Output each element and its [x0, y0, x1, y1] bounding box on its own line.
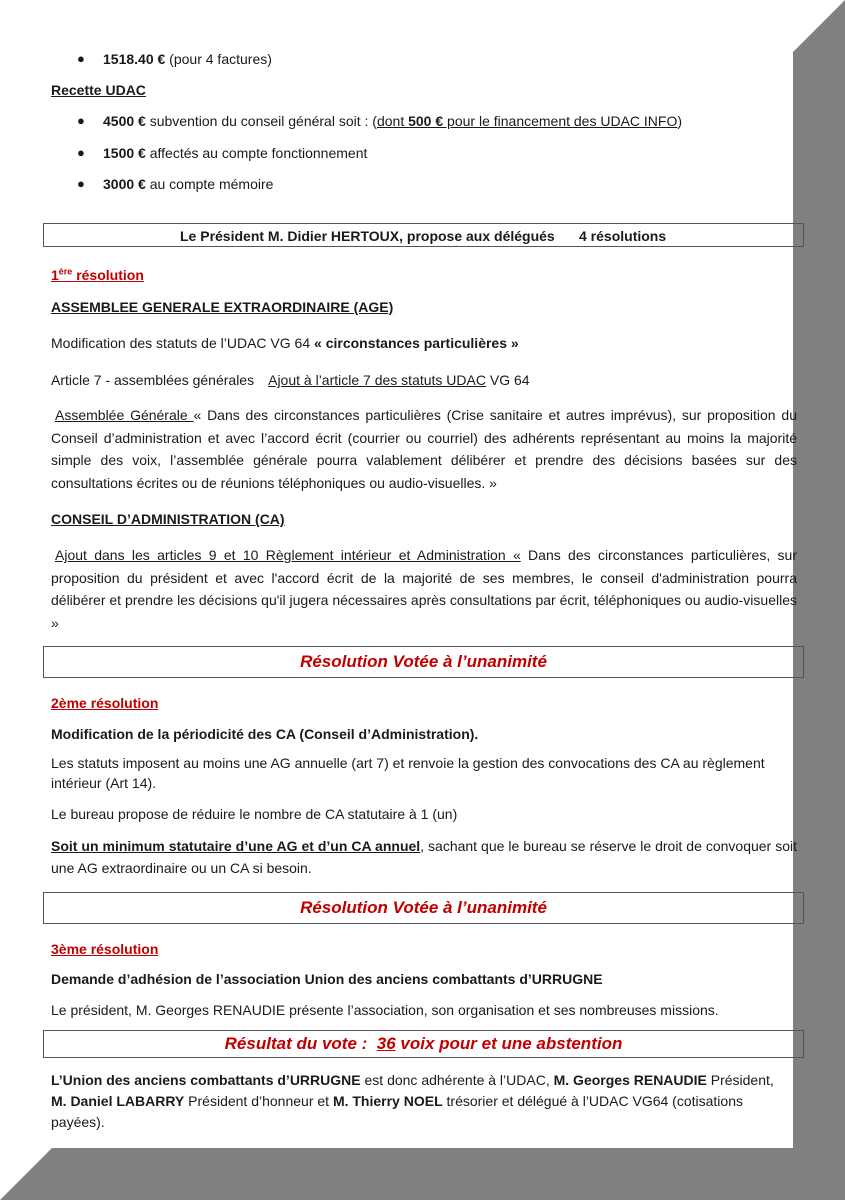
res1-vote-banner: Résolution Votée à l’unanimité	[43, 646, 804, 678]
list-item: 1518.40 € (pour 4 factures)	[103, 51, 272, 67]
bullet-dot: ●	[77, 176, 85, 191]
page-shadow-right	[793, 0, 845, 1200]
res1-title: 1ère résolution	[51, 266, 144, 283]
res1-article: Article 7 - assemblées générales Ajout à l’article 7 des statuts UDAC VG 64	[51, 372, 530, 388]
res3-heading: Demande d’adhésion de l’association Union des anciens combattants d’URRUGNE	[51, 971, 603, 987]
ag-paragraph: Assemblée Générale « Dans des circonstances particulières (Crise sanitaire et autres imprévus), sur proposition du Conseil d’administration et avec l’accord écrit (courrier ou courriel) des adhérents représentant au moins la majorité simple des voix, l’assemblée générale pourra valablement délibérer et prendre des décisions basées sur des consultations écrites ou de réunions téléphoniques ou audio-visuelles. »	[51, 407, 797, 491]
bullet-dot: ●	[77, 51, 85, 66]
recette-heading: Recette UDAC	[51, 82, 146, 98]
res2-title: 2ème résolution	[51, 695, 159, 711]
res3-title: 3ème résolution	[51, 941, 159, 957]
list-item: 3000 € au compte mémoire	[103, 176, 274, 192]
age-heading: ASSEMBLEE GENERALE EXTRAORDINAIRE (AGE)	[51, 299, 394, 315]
res3-final: L’Union des anciens combattants d’URRUGNE est donc adhérente à l’UDAC, M. Georges RENAUDIE Président, M. Daniel LABARRY Président d’honneur et M. Thierry NOEL trésorier et délégué à l’UDAC VG64 (cotisations payées).	[51, 1072, 774, 1130]
res2-vote-banner: Résolution Votée à l’unanimité	[43, 892, 804, 924]
res3-vote-banner: Résultat du vote : 36 voix pour et une abstention	[43, 1030, 804, 1058]
res2-p2: Le bureau propose de réduire le nombre de CA statutaire à 1 (un)	[51, 806, 458, 822]
res3-p1: Le président, M. Georges RENAUDIE présente l’association, son organisation et ses nombreuses missions.	[51, 1002, 719, 1018]
res2-p1: Les statuts imposent au moins une AG annuelle (art 7) et renvoie la gestion des convocations des CA au règlement intérieur (Art 14).	[51, 755, 765, 791]
president-banner-text: Le Président M. Didier HERTOUX, propose aux délégués	[180, 228, 555, 244]
res1-modif: Modification des statuts de l’UDAC VG 64 « circonstances particulières »	[51, 335, 519, 351]
list-item: 4500 € subvention du conseil général soit : (dont 500 € pour le financement des UDAC INFO)	[103, 113, 683, 129]
res2-p3: Soit un minimum statutaire d’une AG et d’un CA annuel, sachant que le bureau se réserve le droit de convoquer soit une AG extraordinaire ou un CA si besoin.	[51, 838, 797, 876]
page-shadow-bottom	[0, 1148, 845, 1200]
list-item: 1500 € affectés au compte fonctionnement	[103, 145, 368, 161]
bullet-dot: ●	[77, 113, 85, 128]
president-banner-count: 4 résolutions	[579, 228, 667, 244]
ca-heading: CONSEIL D’ADMINISTRATION (CA)	[51, 511, 285, 527]
bullet-dot: ●	[77, 145, 85, 160]
res2-heading: Modification de la périodicité des CA (Conseil d’Administration).	[51, 726, 479, 742]
ca-paragraph: Ajout dans les articles 9 et 10 Règlement intérieur et Administration « Dans des circonstances particulières, sur proposition du président et avec l'accord écrit de la majorité de ses membres, le conseil d'administration pourra délibérer et prendre les décisions qu'il jugera nécessaires après consultations par écrit, téléphoniques ou audio-visuelles »	[51, 547, 797, 631]
